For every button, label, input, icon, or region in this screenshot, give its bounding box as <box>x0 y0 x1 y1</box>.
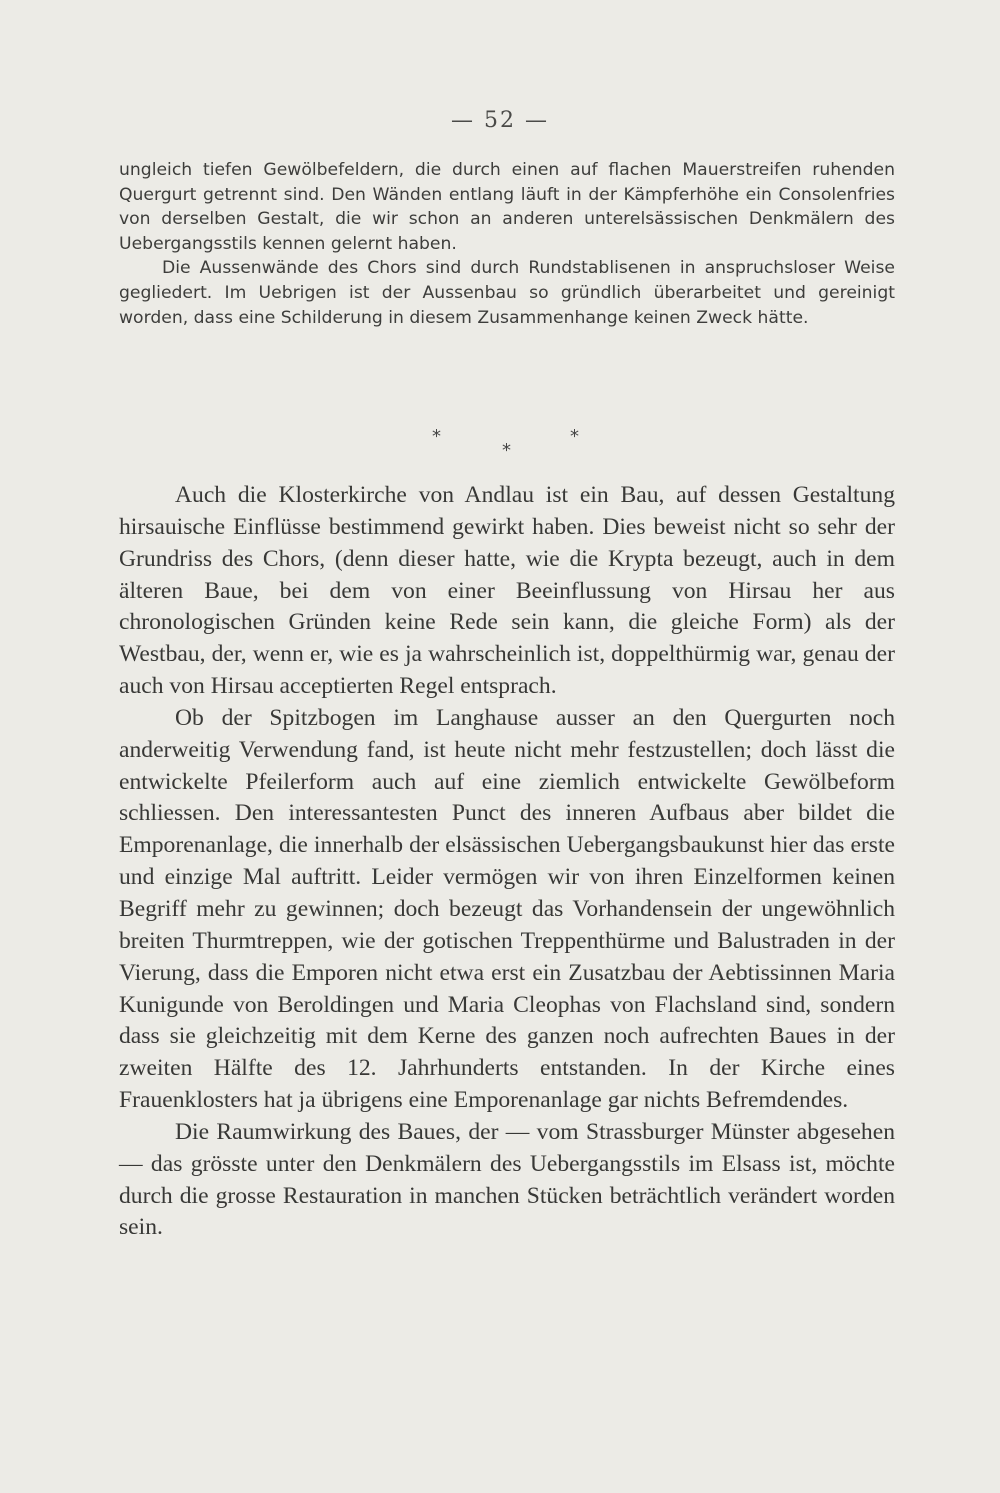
separator-star: * <box>502 440 511 461</box>
section-separator <box>0 420 1000 470</box>
paragraph: Auch die Klosterkirche von Andlau ist ein Bau, auf dessen Gestaltung hirsauische Einflüsse bestimmend gewirkt haben. Dies beweist nicht so sehr der Grundriss des Chors, (denn dieser hatte, wie die Krypta bezeugt, auch in dem älteren Baue, bei dem von einer Beeinflussung von Hirsau her aus chronologischen Gründen keine Rede sein kann, die gleiche Form) als der Westbau, der, wenn er, wie es ja wahrscheinlich ist, doppelthürmig war, genau der auch von Hirsau acceptierten Regel entsprach. <box>119 482 895 700</box>
section-two-text <box>119 480 895 1244</box>
paragraph: Die Aussenwände des Chors sind durch Rundstablisenen in anspruchsloser Weise gegliedert. Im Uebrigen ist der Aussenbau so gründlich überarbeitet und gereinigt worden, dass eine Schilderung in diesem Zusammenhange keinen Zweck hätte. <box>119 258 895 328</box>
paragraph: Ob der Spitzbogen im Langhause ausser an den Quergurten noch anderweitig Verwendung fand, ist heute nicht mehr festzustellen; doch lässt die entwickelte Pfeilerform auch auf eine ziemlich entwickelte Gewölbeform schliessen. Den interessantesten Punct des inneren Aufbaus aber bildet die Emporenanlage, die innerhalb der elsässischen Uebergangsbaukunst hier das erste und einzige Mal auftritt. Leider vermögen wir von ihren Einzelformen keinen Begriff mehr zu gewinnen; doch bezeugt das Vorhandensein der ungewöhnlich breiten Thurmtreppen, wie der gotischen Treppenthürme und Balustraden in der Vierung, dass die Emporen nicht etwa erst ein Zusatzbau der Aebtissinnen Maria Kunigunde von Beroldingen und Maria Cleophas von Flachsland sind, sondern dass sie gleichzeitig mit dem Kerne des ganzen noch aufrechten Baues in der zweiten Hälfte des 12. Jahrhunderts entstanden. In der Kirche eines Frauenklosters hat ja übrigens eine Emporenanlage gar nichts Befremdendes. <box>119 704 895 1114</box>
section-one-text <box>119 158 895 330</box>
separator-star: * <box>570 426 579 447</box>
paragraph: ungleich tiefen Gewölbefeldern, die durch einen auf flachen Mauerstreifen ruhenden Quergurt getrennt sind. Den Wänden entlang läuft in der Kämpferhöhe ein Consolenfries von derselben Gestalt, die wir schon an anderen unterelsässischen Denkmälern des Uebergangsstils kennen gelernt haben. <box>119 160 895 254</box>
separator-star: * <box>432 426 441 447</box>
paragraph: Die Raumwirkung des Baues, der — vom Strassburger Münster abgesehen — das grösste unter den Denkmälern des Uebergangsstils im Elsass ist, möchte durch die grosse Restauration in manchen Stücken beträchtlich verändert worden sein. <box>119 1118 895 1241</box>
page-number: — 52 — <box>451 108 549 133</box>
